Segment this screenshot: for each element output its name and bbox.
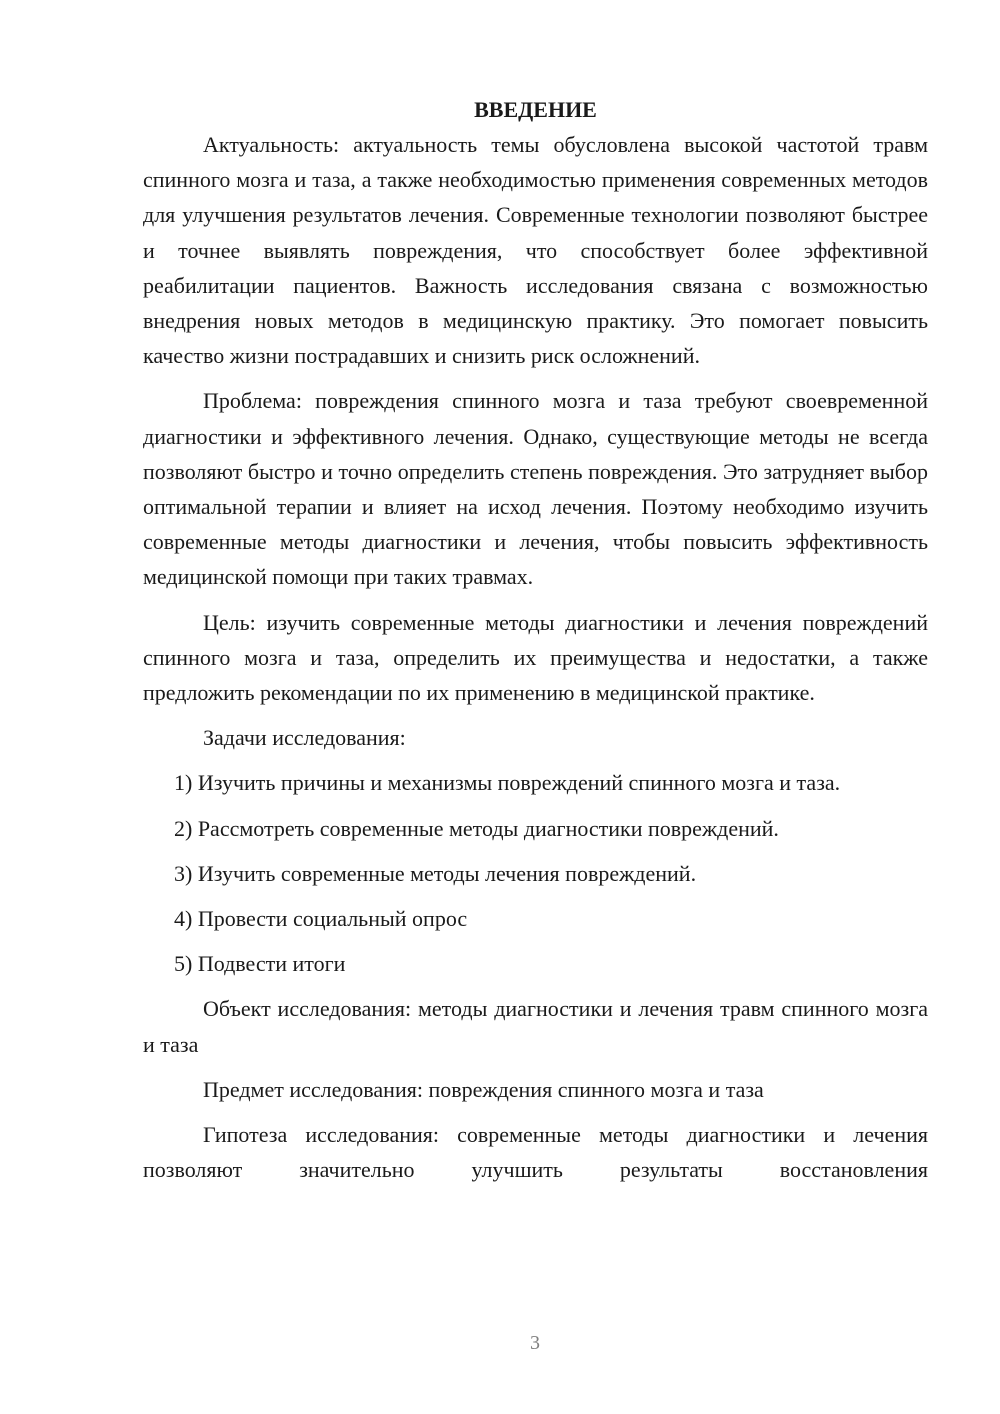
task-list bbox=[143, 765, 928, 981]
goal-paragraph: Цель: изучить современные методы диагностики и лечения повреждений спинного мозга и таза, определить их преимущества и недостатки, а также предложить рекомендации по их применению в медицинской практике. bbox=[143, 609, 928, 706]
list-item: 2) Рассмотреть современные методы диагностики повреждений. bbox=[174, 815, 779, 841]
section-heading: ВВЕДЕНИЕ bbox=[474, 97, 597, 122]
relevance-paragraph: Актуальность: актуальность темы обусловлена высокой частотой травм спинного мозга и таза, а также необходимостью применения современных методов для улучшения результатов лечения. Современные технологии позволяют быстрее и точнее выявлять повреждения, что способствует более эффективной реабилитации пациентов. Важность исследования связана с возможностью внедрения новых методов в медицинскую практику. Это помогает повысить качество жизни пострадавших и снизить риск осложнений. bbox=[143, 132, 928, 369]
subject-paragraph: Предмет исследования: повреждения спинного мозга и таза bbox=[203, 1076, 764, 1102]
page-number: 3 bbox=[530, 1332, 540, 1354]
list-item: 1) Изучить причины и механизмы повреждений спинного мозга и таза. bbox=[174, 770, 841, 796]
tasks-title: Задачи исследования: bbox=[203, 725, 406, 751]
list-item: 3) Изучить современные методы лечения повреждений. bbox=[174, 860, 697, 886]
list-item: 5) Подвести итоги bbox=[174, 951, 346, 977]
hypothesis-paragraph: Гипотеза исследования: современные методы диагностики и лечения позволяют значительно улучшить результаты восстановления bbox=[143, 1122, 928, 1183]
object-paragraph: Объект исследования: методы диагностики и лечения травм спинного мозга и таза bbox=[143, 996, 928, 1057]
document-page bbox=[143, 92, 928, 1187]
list-item: 4) Провести социальный опрос bbox=[174, 906, 468, 932]
problem-paragraph: Проблема: повреждения спинного мозга и таза требуют своевременной диагностики и эффективного лечения. Однако, существующие методы не всегда позволяют быстро и точно определить степень повреждения. Это затрудняет выбор оптимальной терапии и влияет на исход лечения. Поэтому необходимо изучить современные методы диагностики и лечения, чтобы повысить эффективность медицинской помощи при таких травмах. bbox=[143, 388, 928, 590]
